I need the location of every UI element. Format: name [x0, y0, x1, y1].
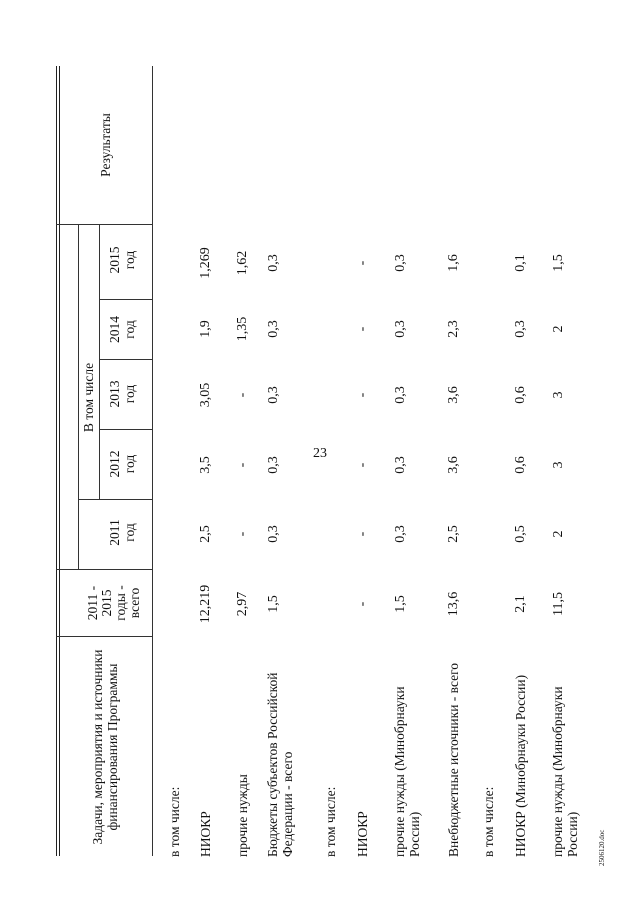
value-2013: 0,6 [513, 386, 528, 404]
row-label: НИОКР [355, 811, 370, 857]
value-2011: 0,3 [393, 525, 408, 543]
header-task: Задачи, мероприятия и источники финансирования Программы [90, 649, 120, 845]
col-divider-2013 [99, 359, 152, 360]
group-header-divider [78, 225, 79, 570]
col-divider-results [56, 224, 152, 225]
value-2012: 0,3 [266, 456, 281, 474]
value-2014: 2,3 [446, 320, 461, 338]
table-top-border-inner [59, 66, 60, 856]
header-year-2015: 2015 год [107, 246, 137, 274]
header-group-label: В том числе [81, 362, 96, 433]
footer-filename: 2506120.doc [598, 829, 606, 866]
value-2013: 0,3 [266, 386, 281, 404]
row-label: Внебюджетные источники - всего [446, 662, 461, 857]
value-2011: - [355, 531, 370, 537]
value-2012: 0,3 [393, 456, 408, 474]
value-2012: - [235, 462, 250, 468]
row-label: в том числе: [323, 786, 338, 857]
value-2013: 3,6 [446, 386, 461, 404]
value-2015: 1,6 [446, 254, 461, 272]
value-total: 2,97 [235, 591, 250, 617]
value-2014: 0,3 [513, 320, 528, 338]
value-2015: 1,5 [551, 254, 566, 272]
value-2015: - [355, 260, 370, 266]
value-2013: 3,05 [198, 382, 213, 408]
col-divider-task [56, 636, 152, 637]
value-total: 12,219 [198, 584, 213, 624]
row-label: прочие нужды (Минобрнауки России) [392, 686, 422, 857]
header-year-2013: 2013 год [107, 380, 137, 408]
header-total: 2011 - 2015 годы - всего [85, 585, 142, 621]
row-label: в том числе: [481, 786, 496, 857]
row-label: НИОКР (Минобрнауки России) [513, 674, 528, 857]
value-2014: 0,3 [266, 320, 281, 338]
row-label: НИОКР [198, 811, 213, 857]
value-2013: 0,3 [393, 386, 408, 404]
row-label: в том числе: [167, 786, 182, 857]
row-label: прочие нужды [235, 774, 250, 857]
value-total: 2,1 [513, 595, 528, 613]
value-2014: 2 [551, 325, 566, 333]
value-total: 1,5 [266, 595, 281, 613]
col-divider-2012 [99, 429, 152, 430]
page-number: 23 [313, 446, 327, 461]
value-total: 1,5 [393, 595, 408, 613]
value-2013: 3 [551, 391, 566, 399]
year-header-top [99, 225, 100, 500]
header-results: Результаты [98, 113, 113, 177]
header-year-2014: 2014 год [107, 316, 137, 343]
value-2013: - [235, 392, 250, 398]
value-2015: 1,62 [235, 250, 250, 276]
col-divider-2014 [99, 299, 152, 300]
value-total: - [355, 601, 370, 607]
value-2015: 0,3 [393, 254, 408, 272]
rotated-table [0, 60, 640, 860]
value-2011: - [235, 531, 250, 537]
value-2011: 0,5 [513, 525, 528, 543]
value-2011: 2,5 [446, 525, 461, 543]
value-total: 13,6 [446, 591, 461, 617]
header-bottom-border [152, 66, 153, 856]
value-2014: 1,9 [198, 320, 213, 338]
value-2014: 1,35 [235, 316, 250, 342]
col-divider-total [56, 569, 152, 570]
value-2014: 0,3 [393, 320, 408, 338]
value-2015: 0,1 [513, 254, 528, 272]
value-total: 11,5 [551, 592, 566, 616]
header-year-2011: 2011 год [107, 519, 137, 546]
table-top-border [56, 66, 57, 856]
value-2011: 0,3 [266, 525, 281, 543]
value-2011: 2 [551, 530, 566, 538]
value-2012: 3,6 [446, 456, 461, 474]
row-label: Бюджеты субъектов Российской Федерации - всего [265, 672, 295, 857]
row-label: прочие нужды (Минобрнауки России) [550, 686, 580, 857]
value-2014: - [355, 326, 370, 332]
header-year-2012: 2012 год [107, 450, 137, 478]
value-2011: 2,5 [198, 525, 213, 543]
value-2015: 0,3 [266, 254, 281, 272]
value-2013: - [355, 392, 370, 398]
value-2012: 3 [551, 461, 566, 469]
value-2012: 0,6 [513, 456, 528, 474]
value-2015: 1,269 [198, 247, 213, 279]
value-2012: - [355, 462, 370, 468]
value-2012: 3,5 [198, 456, 213, 474]
